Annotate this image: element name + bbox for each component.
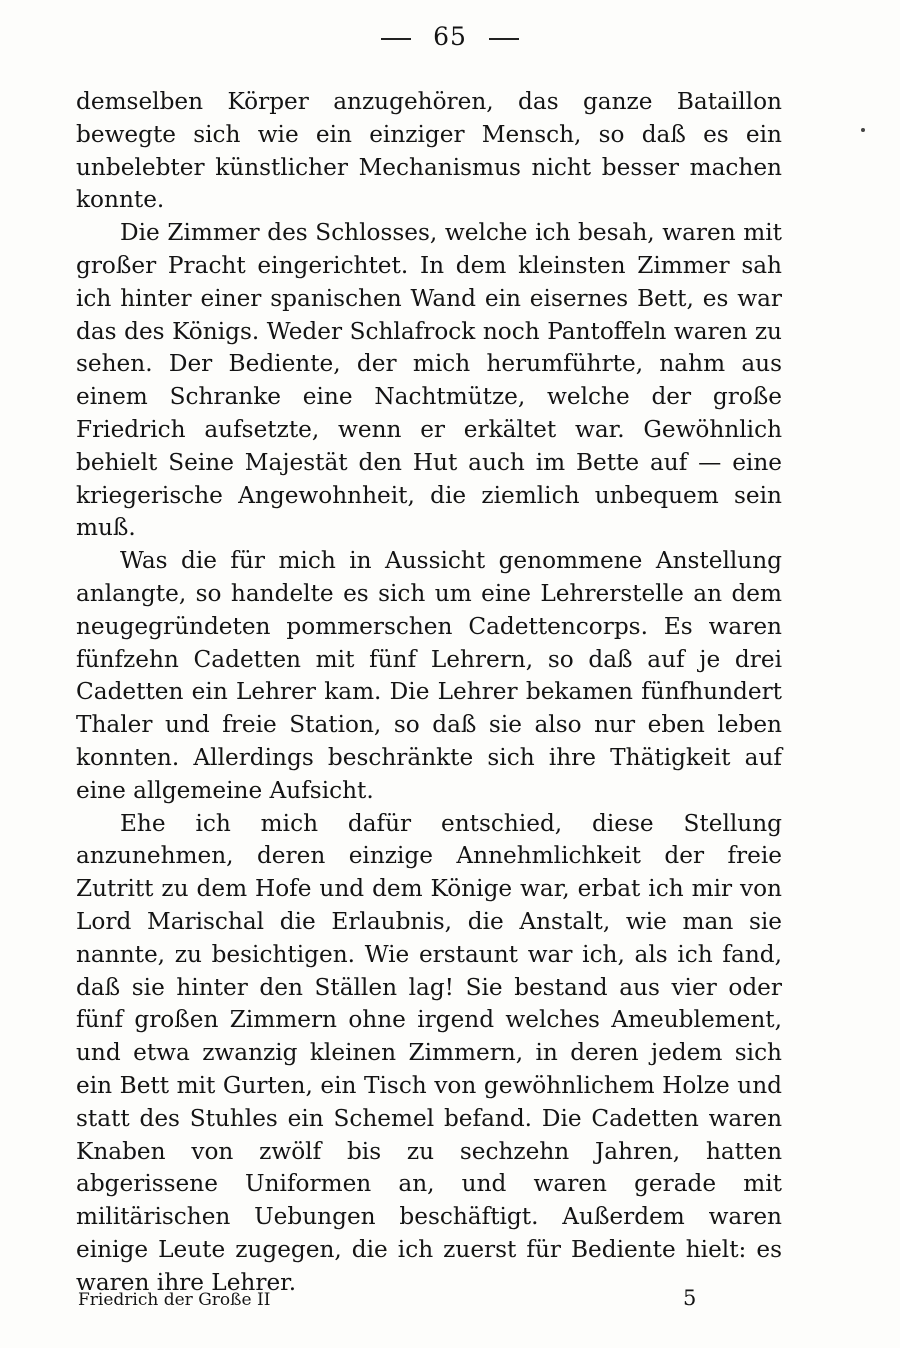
- running-title: Friedrich der Große II: [78, 1290, 271, 1310]
- header-dash-left: [381, 38, 411, 40]
- body-text: [76, 86, 782, 1299]
- page-header: [0, 22, 900, 51]
- paragraph-1: demselben Körper anzugehören, das ganze Bataillon bewegte sich wie ein einziger Mensch, so daß es ein unbelebter künstlicher Mechanismus nicht besser machen konnte.: [76, 88, 782, 214]
- header-dash-right: [489, 38, 519, 40]
- paragraph-4: Ehe ich mich dafür entschied, diese Stellung anzunehmen, deren einzige Annehmlichkeit der freie Zutritt zu dem Hofe und dem Könige war, erbat ich mir von Lord Marischal die Erlaubnis, die Anstalt, wie man sie nannte, zu besichtigen. Wie erstaunt war ich, als ich fand, daß sie hinter den Ställen lag! Sie bestand aus vier oder fünf großen Zimmern ohne irgend welches Ameublement, und etwa zwanzig kleinen Zimmern, in deren jedem sich ein Bett mit Gurten, ein Tisch von gewöhnlichem Holze und statt des Stuhles ein Schemel befand. Die Cadetten waren Knaben von zwölf bis zu sechzehn Jahren, hatten abgerissene Uniformen an, und waren gerade mit militärischen Uebungen beschäftigt. Außerdem waren einige Leute zugegen, die ich zuerst für Bediente hielt: es waren ihre Lehrer.: [76, 809, 782, 1296]
- page-footer: [78, 1286, 698, 1310]
- paragraph-3: Was die für mich in Aussicht genommene Anstellung anlangte, so handelte es sich um eine Lehrerstelle an dem neugegründeten pommerschen Cadettencorps. Es waren fünfzehn Cadetten mit fünf Lehrern, so daß auf je drei Cadetten ein Lehrer kam. Die Lehrer bekamen fünfhundert Thaler und freie Station, so daß sie also nur eben leben konnten. Allerdings beschränkte sich ihre Thätigkeit auf eine allgemeine Aufsicht.: [76, 547, 782, 804]
- print-speck: [861, 128, 865, 132]
- signature-mark: 5: [683, 1286, 697, 1310]
- paragraph-2: Die Zimmer des Schlosses, welche ich besah, waren mit großer Pracht eingerichtet. In dem kleinsten Zimmer sah ich hinter einer spanischen Wand ein eisernes Bett, es war das des Königs. Weder Schlafrock noch Pantoffeln waren zu sehen. Der Bediente, der mich herumführte, nahm aus einem Schranke eine Nachtmütze, welche der große Friedrich aufsetzte, wenn er erkältet war. Gewöhnlich behielt Seine Majestät den Hut auch im Bette auf — eine kriegerische Angewohnheit, die ziemlich unbequem sein muß.: [76, 219, 782, 542]
- page-number: 65: [433, 22, 467, 51]
